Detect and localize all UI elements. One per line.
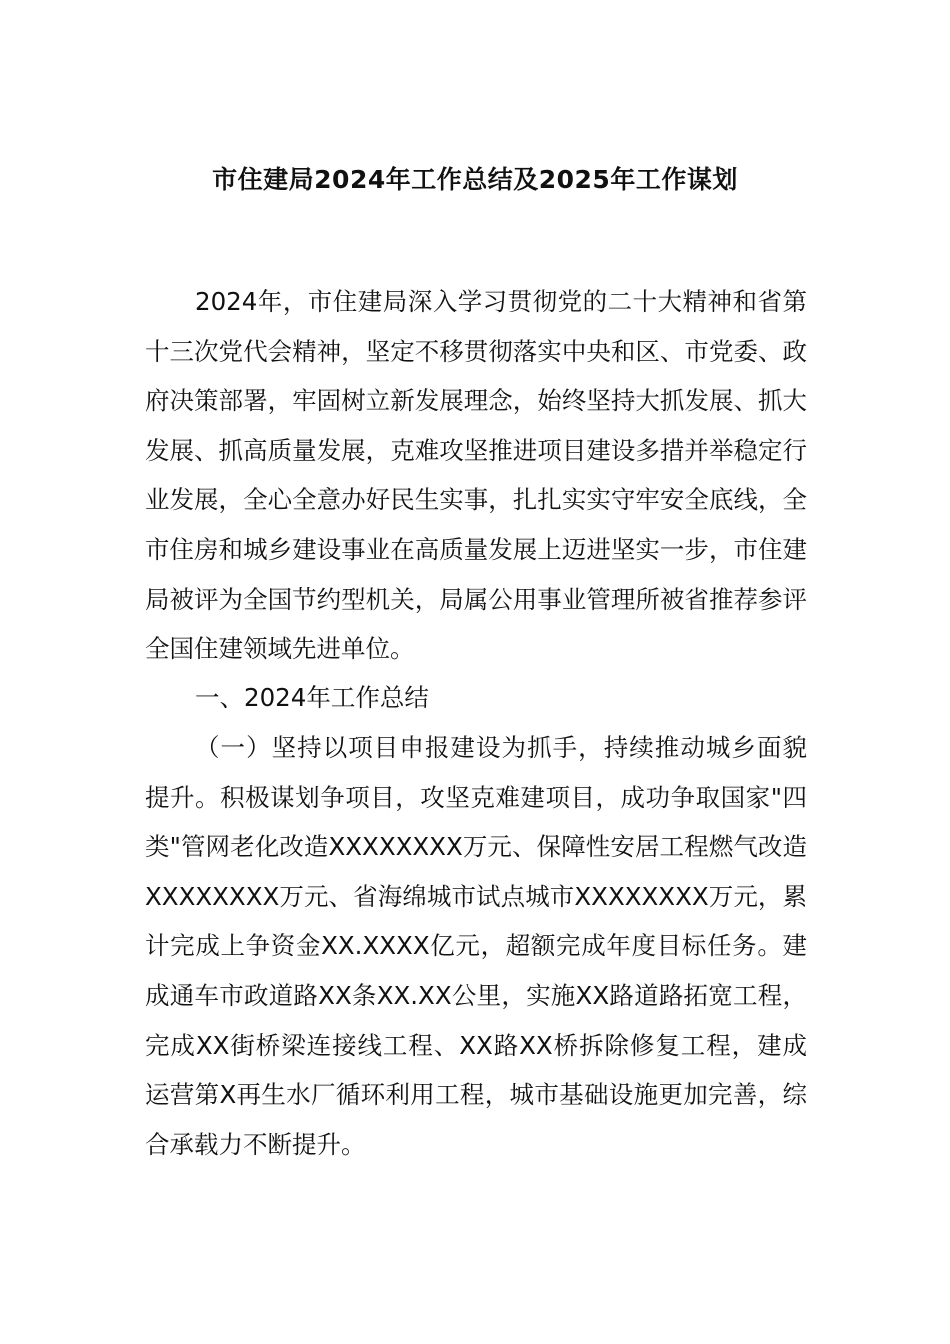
section-heading: 一、2024年工作总结 (195, 683, 429, 712)
intro-paragraph: 2024年，市住建局深入学习贯彻党的二十大精神和省第十三次党代会精神，坚定不移贯彻落实中央和区、市党委、政府决策部署，牢固树立新发展理念，始终坚持大抓发展、抓大发展、抓高质量发展，克难攻坚推进项目建设多措并举稳定行业发展，全心全意办好民生实事，扎扎实实守牢安全底线，全市住房和城乡建设事业在高质量发展上迈进坚实一步，市住建局被评为全国节约型机关，局属公用事业管理所被省推荐参评全国住建领域先进单位。 (145, 287, 807, 664)
section-paragraph: （一）坚持以项目申报建设为抓手，持续推动城乡面貌提升。积极谋划争项目，攻坚克难建项目，成功争取国家"四类"管网老化改造XXXXXXXX万元、保障性安居工程燃气改造XXXXXXXX万元、省海绵城市试点城市XXXXXXXX万元，累计完成上争资金XX.XXXX亿元，超额完成年度目标任务。建成通车市政道路XX条XX.XX公里，实施XX路道路拓宽工程，完成XX街桥梁连接线工程、XX路XX桥拆除修复工程，建成运营第X再生水厂循环利用工程，城市基础设施更加完善，综合承载力不断提升。 (145, 733, 807, 1159)
document-title: 市住建局2024年工作总结及2025年工作谋划 (212, 165, 738, 194)
